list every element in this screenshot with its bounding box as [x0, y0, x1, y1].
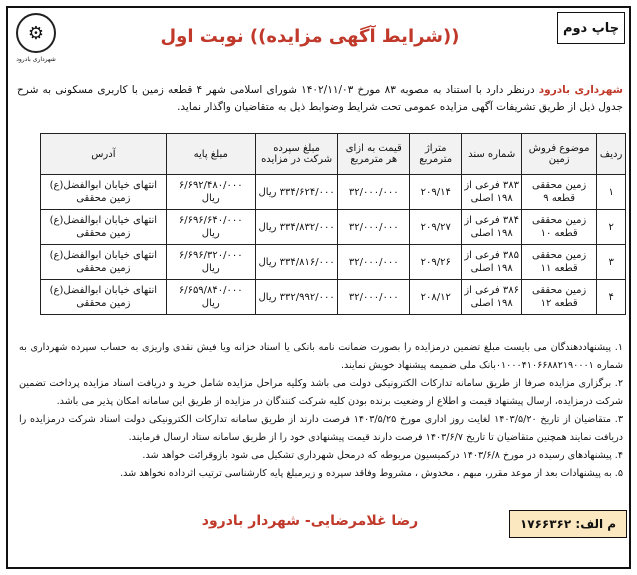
intro-highlight: شهرداری بادرود — [538, 84, 623, 96]
table-row — [41, 280, 626, 315]
table-cell: انتهای خیابان ابوالفضل(ع) زمین محققی — [41, 210, 167, 245]
table-cell: ۳۲/۰۰۰/۰۰۰ — [338, 210, 410, 245]
ad-code-badge: م الف: ۱۷۶۶۳۶۲ — [509, 510, 627, 538]
table-header-cell: موضوع فروش زمین — [522, 134, 597, 175]
table-header-cell: مبلغ پایه — [166, 134, 255, 175]
table-row — [41, 175, 626, 210]
table-header-cell: متراژ مترمربع — [410, 134, 462, 175]
table-row — [41, 210, 626, 245]
condition-item: ۳. متقاضیان از تاریخ ۱۴۰۳/۵/۲۰ لغایت روز اداری مورخ ۱۴۰۳/۵/۲۵ فرصت دارند از طریق سامانه تدارکات الکترونیکی دولت اسناد شرکت درمزایده را دریافت نمایند همچنین متقاضیان تا تاریخ ۱۴۰۳/۶/۷ فرصت دارند قیمت پیشنهادی خود را از طریق سامانه ستاد ارسال فرمایند. — [19, 414, 623, 443]
table-cell: ۳۸۵ فرعی از ۱۹۸ اصلی — [462, 245, 522, 280]
table-header-cell: آدرس — [41, 134, 167, 175]
table-header-cell: مبلغ سپرده شرکت در مزایده — [255, 134, 338, 175]
table-cell: زمین محققی قطعه ۹ — [522, 175, 597, 210]
table-cell: ۳۳۴/۸۳۲/۰۰۰ ریال — [255, 210, 338, 245]
municipality-logo-icon: ⚙ — [16, 13, 56, 53]
conditions-list — [19, 339, 623, 483]
page-title: ((شرایط آگهی مزایده)) نوبت اول — [160, 26, 460, 47]
table-cell: ۶/۶۹۶/۳۲۰/۰۰۰ ریال — [166, 245, 255, 280]
table-cell: ۳ — [597, 245, 626, 280]
table-cell: ۳۲/۰۰۰/۰۰۰ — [338, 280, 410, 315]
table-cell: ۳۲/۰۰۰/۰۰۰ — [338, 245, 410, 280]
table-header-cell: ردیف — [597, 134, 626, 175]
table-cell: ۳۳۴/۸۱۶/۰۰۰ ریال — [255, 245, 338, 280]
table-cell: ۲۰۹/۲۷ — [410, 210, 462, 245]
table-cell: زمین محققی قطعه ۱۰ — [522, 210, 597, 245]
table-cell: ۳۸۴ فرعی از ۱۹۸ اصلی — [462, 210, 522, 245]
table-cell: زمین محققی قطعه ۱۱ — [522, 245, 597, 280]
table-cell: زمین محققی قطعه ۱۲ — [522, 280, 597, 315]
intro-paragraph — [17, 82, 623, 116]
logo-caption: شهرداری بادرود — [16, 56, 56, 63]
condition-item: ۴. پیشنهادهای رسیده در مورخ ۱۴۰۳/۶/۸ درکمیسیون مربوطه که درمحل شهرداری تشکیل می شود بازوقرائت خواهد شد. — [142, 450, 623, 461]
table-cell: ۴ — [597, 280, 626, 315]
table-cell: ۲۰۸/۱۲ — [410, 280, 462, 315]
table-row — [41, 245, 626, 280]
table-cell: ۶/۶۹۲/۴۸۰/۰۰۰ ریال — [166, 175, 255, 210]
table-cell: ۳۲/۰۰۰/۰۰۰ — [338, 175, 410, 210]
table-cell: ۱ — [597, 175, 626, 210]
table-cell: ۳۳۴/۶۲۴/۰۰۰ ریال — [255, 175, 338, 210]
table-cell: انتهای خیابان ابوالفضل(ع) زمین محققی — [41, 280, 167, 315]
table-cell: ۶/۶۹۶/۶۴۰/۰۰۰ ریال — [166, 210, 255, 245]
table-cell: ۳۸۳ فرعی از ۱۹۸ اصلی — [462, 175, 522, 210]
table-cell: انتهای خیابان ابوالفضل(ع) زمین محققی — [41, 245, 167, 280]
condition-item: ۱. پیشنهاددهندگان می بایست مبلغ تضمین درمزایده را بصورت ضمانت نامه بانکی یا اسناد خزانه ویا فیش نقدی واریزی به حساب سپرده شهرداری به شماره ۰۱۰۰۰۴۱۰۶۶۸۸۲۱۹۰۰۰۱بانک ملی ضمیمه پیشنهاد خویش نمایند. — [19, 342, 623, 371]
table-header-cell: شماره سند — [462, 134, 522, 175]
condition-item: ۲. برگزاری مزایده صرفا از طریق سامانه تدارکات الکترونیکی دولت می باشد وکلیه مراحل مزایده شامل خرید و دریافت اسناد مزایده پرداخت تضمین شرکت درمزایده، ارسال پیشنهاد قیمت و اطلاع از وضعیت برنده بودن کلیه شرکت کنندگان در مزایده از طریق این سامانه امکان پذیر می باشد. — [19, 378, 623, 407]
table-cell: ۳۳۲/۹۹۲/۰۰۰ ریال — [255, 280, 338, 315]
auction-table — [40, 133, 626, 315]
table-cell: ۲۰۹/۲۶ — [410, 245, 462, 280]
table-header-row — [41, 134, 626, 175]
signature-line: رضا غلامرضایی- شهردار بادرود — [201, 513, 419, 529]
table-cell: ۳۸۶ فرعی از ۱۹۸ اصلی — [462, 280, 522, 315]
table-cell: ۲ — [597, 210, 626, 245]
table-cell: انتهای خیابان ابوالفضل(ع) زمین محققی — [41, 175, 167, 210]
table-cell: ۶/۶۵۹/۸۴۰/۰۰۰ ریال — [166, 280, 255, 315]
condition-item: ۵. به پیشنهادات بعد از موعد مقرر، مبهم ، مخدوش ، مشروط وفاقد سپرده و زیرمبلغ پایه کارشناسی ترتیب اثرداده نخواهد شد. — [120, 468, 623, 479]
edition-label: چاپ دوم — [557, 12, 625, 44]
table-cell: ۲۰۹/۱۴ — [410, 175, 462, 210]
table-header-cell: قیمت به ازای هر مترمربع — [338, 134, 410, 175]
intro-text: درنظر دارد با استناد به مصوبه ۸۳ مورخ ۱۴۰۲/۱۱/۰۳ شورای اسلامی شهر ۴ قطعه زمین با کاربری مسکونی به شرح جدول ذیل از طریق تشریفات آگهی مزایده عمومی تحت شرایط وضوابط ذیل به متقاضیان واگذار نماید. — [17, 84, 623, 113]
